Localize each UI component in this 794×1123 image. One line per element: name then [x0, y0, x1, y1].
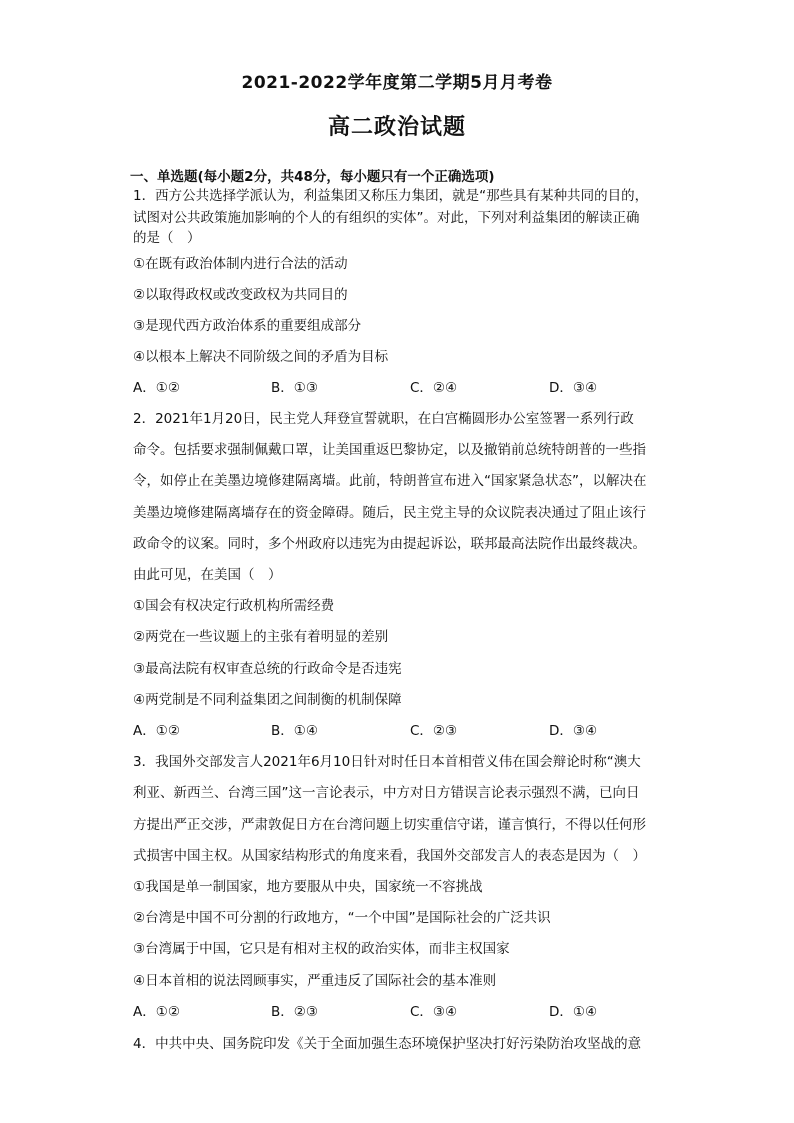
question-stem-line: 3．我国外交部发言人2021年6月10日针对时任日本首相菅义伟在国会辩论时称“澳大 — [133, 754, 641, 770]
option-c[interactable]: C．②④ — [410, 380, 458, 396]
answer-options — [133, 378, 693, 398]
subject-title: 高二政治试题 — [327, 115, 466, 140]
statement: ②台湾是中国不可分割的行政地方，“一个中国”是国际社会的广泛共识 — [133, 910, 551, 926]
statement: ①国会有权决定行政机构所需经费 — [133, 598, 335, 614]
statement: ①在既有政治体制内进行合法的活动 — [133, 256, 348, 272]
statement: ④以根本上解决不同阶级之间的矛盾为目标 — [133, 349, 389, 365]
statement: ③是现代西方政治体系的重要组成部分 — [133, 318, 362, 334]
exam-title: 2021-2022学年度第二学期5月月考卷 — [241, 73, 553, 93]
question-stem-line: 利亚、新西兰、台湾三国”这一言论表示，中方对日方错误言论表示强烈不满，已向日 — [133, 785, 640, 801]
option-c[interactable]: C．③④ — [410, 1004, 458, 1020]
option-a[interactable]: A．①② — [133, 1004, 180, 1020]
option-d[interactable]: D．③④ — [549, 723, 598, 739]
question-stem-line: 4．中共中央、国务院印发《关于全面加强生态环境保护坚决打好污染防治攻坚战的意 — [133, 1036, 642, 1052]
answer-options — [133, 721, 693, 741]
statement: ②以取得政权或改变政权为共同目的 — [133, 287, 348, 303]
option-d[interactable]: D．③④ — [549, 380, 598, 396]
question-stem-line: 命令。包括要求强制佩戴口罩，让美国重返巴黎协定，以及撤销前总统特朗普的一些指 — [133, 442, 646, 458]
statement: ④两党制是不同利益集团之间制衡的机制保障 — [133, 692, 402, 708]
question-stem-line: 令，如停止在美墨边境修建隔离墙。此前，特朗普宣布进入“国家紧急状态”，以解决在 — [133, 473, 647, 489]
question-stem-line: 方提出严正交涉，严肃敦促日方在台湾问题上切实重信守诺，谨言慎行，不得以任何形 — [133, 817, 646, 833]
question-stem-line: 美墨边境修建隔离墙存在的资金障碍。随后，民主党主导的众议院表决通过了阻止该行 — [133, 505, 646, 521]
option-b[interactable]: B．②③ — [271, 1004, 318, 1020]
statement: ④日本首相的说法罔顾事实，严重违反了国际社会的基本准则 — [133, 973, 497, 989]
statement: ③最高法院有权审查总统的行政命令是否违宪 — [133, 661, 402, 677]
question-stem-line: 2．2021年1月20日，民主党人拜登宣誓就职，在白宫椭圆形办公室签署一系列行政 — [133, 411, 634, 427]
question-stem-line: 政命令的议案。同时，多个州政府以违宪为由提起诉讼，联邦最高法院作出最终裁决。 — [133, 536, 646, 552]
statement: ③台湾属于中国，它只是有相对主权的政治实体，而非主权国家 — [133, 941, 510, 957]
statement: ①我国是单一制国家，地方要服从中央，国家统一不容挑战 — [133, 879, 483, 895]
question-stem-line: 的是（ ） — [133, 230, 201, 246]
option-a[interactable]: A．①② — [133, 723, 180, 739]
answer-options — [133, 1002, 693, 1022]
option-c[interactable]: C．②③ — [410, 723, 458, 739]
question-stem-line: 由此可见，在美国（ ） — [133, 567, 282, 583]
option-a[interactable]: A．①② — [133, 380, 180, 396]
option-b[interactable]: B．①④ — [271, 723, 318, 739]
option-b[interactable]: B．①③ — [271, 380, 318, 396]
question-stem-line: 试图对公共政策施加影响的个人的有组织的实体”。对此，下列对利益集团的解读正确 — [133, 210, 640, 226]
statement: ②两党在一些议题上的主张有着明显的差别 — [133, 629, 389, 645]
question-stem-line: 1．西方公共选择学派认为，利益集团又称压力集团，就是“那些具有某种共同的目的， — [133, 188, 649, 204]
question-stem-line: 式损害中国主权。从国家结构形式的角度来看，我国外交部发言人的表态是因为（ ） — [133, 848, 646, 864]
option-d[interactable]: D．①④ — [549, 1004, 598, 1020]
section-heading: 一、单选题(每小题2分，共48分，每小题只有一个正确选项) — [130, 169, 495, 185]
